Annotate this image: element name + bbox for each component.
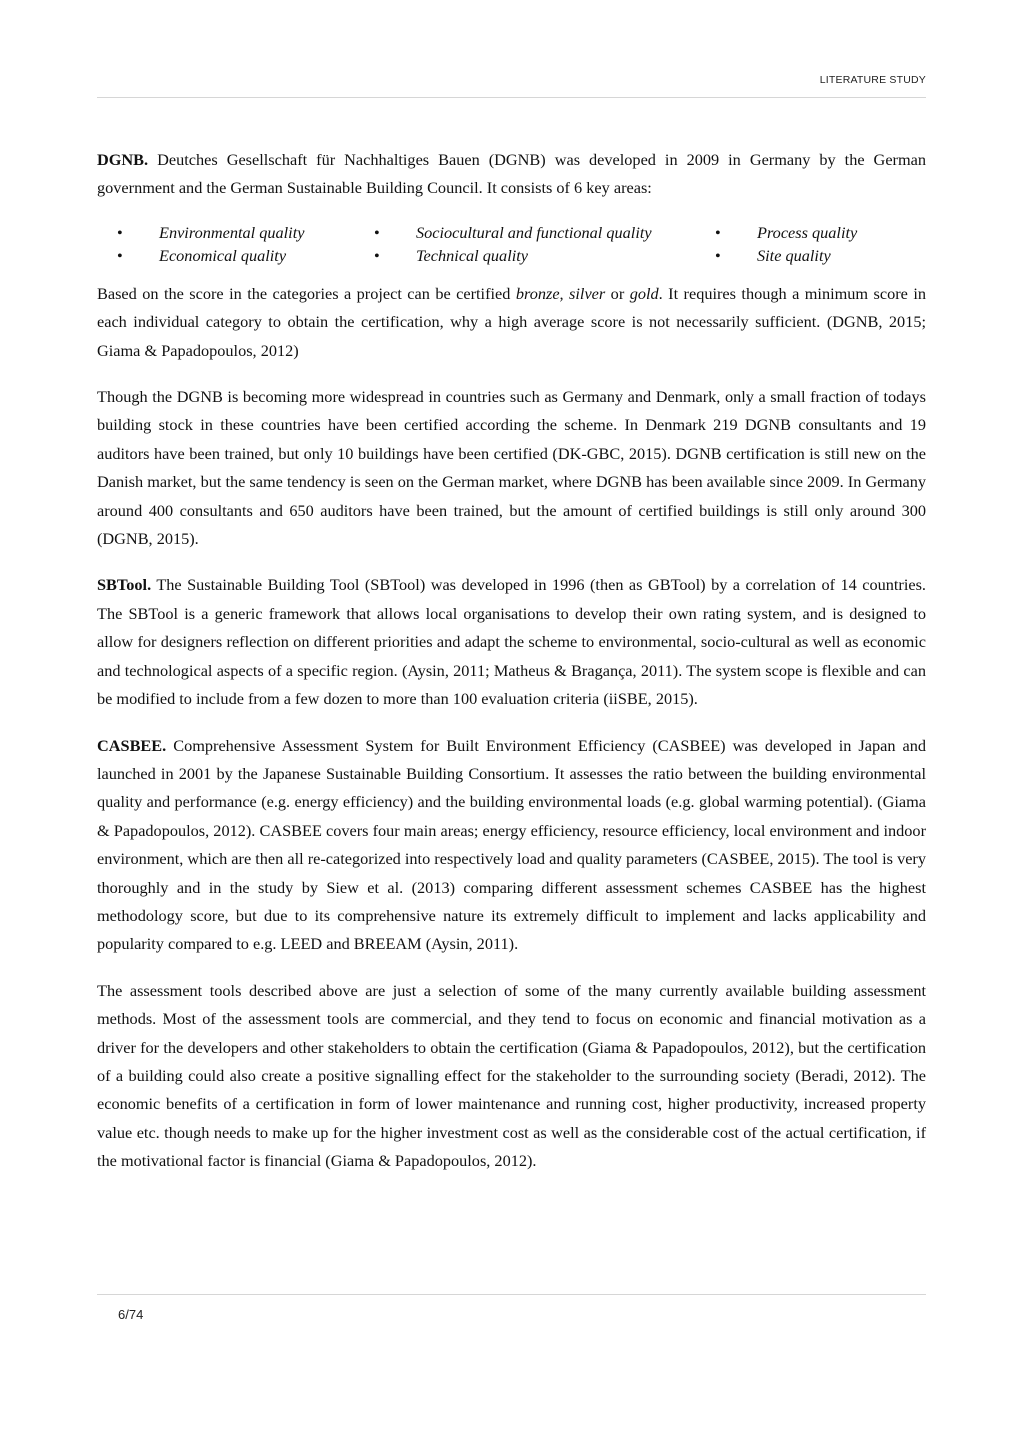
dgnb-intro: Deutches Gesellschaft für Nachhaltiges Bauen (DGNB) was developed in 2009 in Germany by the German government and the German Sustainable Building Council. It consists of 6 key areas: [97, 150, 926, 198]
dgnb-certification-paragraph [97, 280, 926, 365]
footer-divider [97, 1294, 926, 1295]
certification-levels: bronze, silver [515, 283, 606, 303]
sbtool-text: The Sustainable Building Tool (SBTool) was developed in 1996 (then as GBTool) by a correlation of 14 countries. The SBTool is a generic framework that allows local organisations to develop their own rating system, and is designed to allow for designers reflection on different priorities and adapt the scheme to environmental, socio-cultural as well as economic and technological aspects of a specific region. (Aysin, 2011; Matheus & Bragança, 2011). The system scope is flexible and can be modified to include from a few dozen to more than 100 evaluation criteria (iiSBE, 2015). [97, 575, 926, 709]
text-run: . It requires though a minimum score in each individual category to obtain the certification, why a high average score is not necessarily sufficient. (DGNB, 2015; Giama & Papadopoulos, 2012) [97, 283, 926, 360]
key-area-item [715, 244, 915, 267]
casbee-paragraph [97, 732, 926, 959]
bullet-icon: • [117, 245, 123, 265]
text-run: or [605, 283, 630, 303]
key-areas-column-1 [117, 221, 374, 267]
sbtool-term: SBTool. [97, 575, 152, 595]
page-number: 6/74 [118, 1307, 144, 1322]
bullet-icon: • [117, 222, 123, 242]
casbee-text: Comprehensive Assessment System for Built Environment Efficiency (CASBEE) was developed in Japan and launched in 2001 by the Japanese Sustainable Building Consortium. It assesses the ratio between the building environmental quality and performance (e.g. energy efficiency) and the building environmental loads (e.g. global warming potential). (Giama & Papadopoulos, 2012). CASBEE covers four main areas; energy efficiency, resource efficiency, local environment and indoor environment, which are then all re-categorized into respectively load and quality parameters (CASBEE, 2015). The tool is very thoroughly and in the study by Siew et al. (2013) comparing different assessment schemes CASBEE has the highest methodology score, but due to its comprehensive nature its extremely difficult to implement and lacks applicability and popularity compared to e.g. LEED and BREEAM (Aysin, 2011). [97, 735, 926, 954]
dgnb-term: DGNB. [97, 150, 149, 169]
sbtool-paragraph [97, 571, 926, 713]
bullet-icon: • [715, 245, 721, 265]
key-area-item [374, 221, 715, 244]
bullet-icon: • [374, 245, 380, 265]
key-area-item [715, 221, 915, 244]
closing-paragraph: The assessment tools described above are just a selection of some of the many currently available building assessment methods. Most of the assessment tools are commercial, and they tend to focus on economic and financial motivation as a driver for the developers and other stakeholders to obtain the certification (Giama & Papadopoulos, 2012), but the certification of a building could also create a positive signalling effect for the stakeholder to the surrounding society (Beradi, 2012). The economic benefits of a certification in form of lower maintenance and running cost, higher productivity, increased property value etc. though needs to make up for the higher investment cost as well as the considerable cost of the actual certification, if the motivational factor is financial (Giama & Papadopoulos, 2012). [97, 980, 926, 1171]
key-area-item [117, 244, 374, 267]
bullet-icon: • [374, 222, 380, 242]
key-area-label: Process quality [757, 222, 858, 242]
key-area-label: Sociocultural and functional quality [416, 222, 652, 242]
dgnb-adoption-paragraph: Though the DGNB is becoming more widespread in countries such as Germany and Denmark, only a small fraction of todays building stock in these countries have been certified according the scheme. In Denmark 219 DGNB consultants and 19 auditors have been trained, but only 10 buildings have been certified (DK-GBC, 2015). DGNB certification is still new on the Danish market, but the same tendency is seen on the German market, where DGNB has been available since 2009. In Germany around 400 consultants and 650 auditors have been trained, but the amount of certified buildings is still only around 300 (DGNB, 2015). [97, 387, 926, 549]
key-area-label: Environmental quality [159, 222, 305, 242]
key-area-label: Technical quality [416, 245, 528, 265]
dgnb-paragraph [97, 146, 926, 203]
body-text [97, 146, 926, 1194]
text-run: Based on the score in the categories a project can be certified [97, 283, 516, 303]
key-area-item [374, 244, 715, 267]
key-area-label: Site quality [757, 245, 831, 265]
running-header: LITERATURE STUDY [819, 74, 926, 86]
dgnb-key-areas-list [97, 221, 926, 267]
bullet-icon: • [715, 222, 721, 242]
key-area-item [117, 221, 374, 244]
header-divider [97, 97, 926, 98]
key-area-label: Economical quality [159, 245, 287, 265]
casbee-term: CASBEE. [97, 735, 167, 755]
certification-level-gold: gold [629, 283, 659, 303]
key-areas-column-2 [374, 221, 715, 267]
key-areas-column-3 [715, 221, 915, 267]
